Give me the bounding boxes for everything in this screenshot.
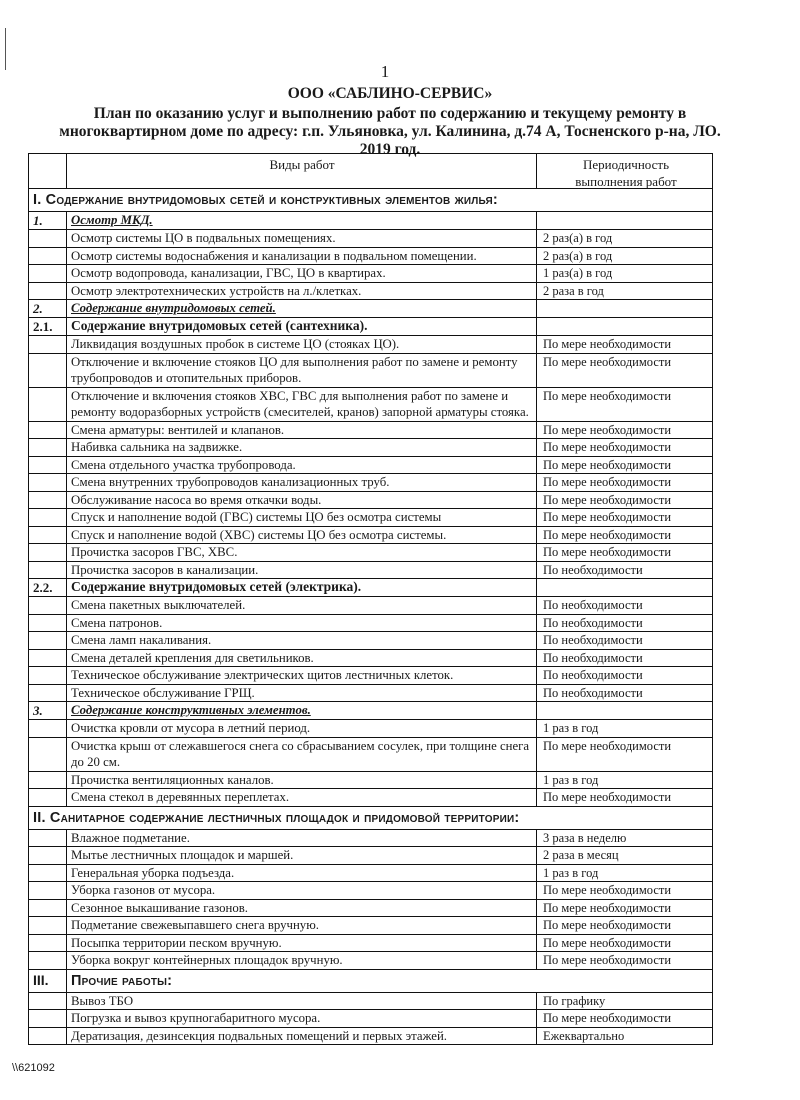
table-row [29,632,713,650]
num-cell [29,527,67,544]
table-row [29,457,713,475]
num-cell [29,439,67,456]
table-row [29,865,713,883]
work-cell: Смена стекол в деревянных переплетах. [67,789,537,806]
num-cell [29,388,67,421]
doc-title-line1: План по оказанию услуг и выполнению работ по содержанию и текущему ремонту в [93,105,687,122]
num-cell [29,772,67,789]
table-row [29,283,713,301]
period-cell: По мере необходимости [537,882,713,899]
num-cell [29,847,67,864]
period-cell: По мере необходимости [537,1010,713,1027]
period-cell: По мере необходимости [537,354,713,387]
section-3-num: III. [29,970,67,992]
group-num: 3. [29,702,67,719]
table-row [29,738,713,772]
num-cell [29,720,67,737]
num-cell [29,562,67,579]
period-cell: Ежеквартально [537,1028,713,1045]
num-cell [29,597,67,614]
doc-title-line3: 2019 год. [359,141,421,158]
table-row [29,422,713,440]
period-cell: По мере необходимости [537,544,713,561]
section-1-row [29,189,713,212]
period-cell: По мере необходимости [537,527,713,544]
work-cell: Уборка вокруг контейнерных площадок вручную. [67,952,537,969]
work-cell: Осмотр водопровода, канализации, ГВС, ЦО в квартирах. [67,265,537,282]
header-period-cell [537,154,713,188]
period-cell: 3 раза в неделю [537,830,713,847]
doc-title-line2: многоквартирном доме по адресу: г.п. Ульяновка, ул. Калинина, д.74 А, Тосненского р-на, ЛО. [59,123,721,140]
group-1-rows [29,230,713,300]
num-cell [29,738,67,771]
table-row [29,789,713,807]
document-id: \\621092 [12,1062,55,1074]
work-cell: Посыпка территории песком вручную. [67,935,537,952]
subgroup-row [29,579,713,597]
services-table [28,153,713,1045]
work-cell: Набивка сальника на задвижке. [67,439,537,456]
section-3-title: Прочие работы: [67,970,713,992]
section-2-rows [29,830,713,970]
group-title: Осмотр МКД. [67,212,537,229]
period-cell: По мере необходимости [537,917,713,934]
group-row [29,300,713,318]
work-cell: Дератизация, дезинсекция подвальных помещений и первых этажей. [67,1028,537,1045]
section-2-title: II. Санитарное содержание лестничных площадок и придомовой территории: [29,807,713,829]
num-cell [29,457,67,474]
work-cell: Осмотр системы ЦО в подвальных помещениях. [67,230,537,247]
num-cell [29,230,67,247]
group-row [29,212,713,230]
num-cell [29,336,67,353]
group-2-2-rows [29,597,713,702]
work-cell: Техническое обслуживание ГРЩ. [67,685,537,702]
table-row [29,265,713,283]
period-cell: 2 раз(а) в год [537,230,713,247]
work-cell: Уборка газонов от мусора. [67,882,537,899]
subgroup-num: 2.2. [29,579,67,596]
work-cell: Мытье лестничных площадок и маршей. [67,847,537,864]
num-cell [29,1028,67,1045]
table-row [29,720,713,738]
table-row [29,248,713,266]
header-period-line1: Периодичность [582,157,669,172]
work-cell: Спуск и наполнение водой (ГВС) системы ЦО без осмотра системы [67,509,537,526]
table-row [29,562,713,580]
table-row [29,474,713,492]
period-cell: По мере необходимости [537,439,713,456]
work-cell: Подметание свежевыпавшего снега вручную. [67,917,537,934]
num-cell [29,248,67,265]
table-row [29,952,713,970]
num-cell [29,993,67,1010]
header-num-cell [29,154,67,188]
table-row [29,336,713,354]
group-title: Содержание внутридомовых сетей. [67,300,537,317]
work-cell: Смена отдельного участка трубопровода. [67,457,537,474]
period-cell: По графику [537,993,713,1010]
period-cell: По необходимости [537,615,713,632]
num-cell [29,667,67,684]
work-cell: Смена пакетных выключателей. [67,597,537,614]
period-cell: По необходимости [537,632,713,649]
num-cell [29,283,67,300]
table-row [29,388,713,422]
period-cell: По необходимости [537,562,713,579]
table-row [29,439,713,457]
num-cell [29,789,67,806]
table-row [29,230,713,248]
work-cell: Техническое обслуживание электрических щитов лестничных клеток. [67,667,537,684]
period-cell: По мере необходимости [537,388,713,421]
period-cell: 1 раз в год [537,772,713,789]
period-cell: По необходимости [537,597,713,614]
period-cell: 1 раз в год [537,720,713,737]
num-cell [29,935,67,952]
table-row [29,650,713,668]
section-3-rows [29,993,713,1046]
table-row [29,667,713,685]
period-cell: По мере необходимости [537,492,713,509]
subgroup-title: Содержание внутридомовых сетей (сантехника). [67,318,537,335]
period-cell: По мере необходимости [537,738,713,771]
num-cell [29,492,67,509]
group-num: 2. [29,300,67,317]
table-row [29,882,713,900]
num-cell [29,917,67,934]
num-cell [29,632,67,649]
work-cell: Очистка крыш от слежавшегося снега со сбрасыванием сосулек, при толщине снега до 20 см. [67,738,537,771]
num-cell [29,509,67,526]
header-works-cell: Виды работ [67,154,537,188]
subgroup-title: Содержание внутридомовых сетей (электрика). [67,579,537,596]
work-cell: Погрузка и вывоз крупногабаритного мусора. [67,1010,537,1027]
work-cell: Спуск и наполнение водой (ХВС) системы ЦО без осмотра системы. [67,527,537,544]
work-cell: Прочистка засоров ГВС, ХВС. [67,544,537,561]
work-cell: Очистка кровли от мусора в летний период. [67,720,537,737]
period-cell: По мере необходимости [537,336,713,353]
table-header-row [29,154,713,189]
group-3-rows [29,720,713,807]
work-cell: Прочистка засоров в канализации. [67,562,537,579]
period-cell: По мере необходимости [537,474,713,491]
num-cell [29,265,67,282]
group-num: 1. [29,212,67,229]
table-row [29,354,713,388]
table-row [29,772,713,790]
num-cell [29,474,67,491]
table-row [29,900,713,918]
group-row [29,702,713,720]
table-row [29,830,713,848]
num-cell [29,685,67,702]
num-cell [29,830,67,847]
period-cell: 1 раз(а) в год [537,265,713,282]
work-cell: Влажное подметание. [67,830,537,847]
table-row [29,935,713,953]
period-cell: По необходимости [537,667,713,684]
table-row [29,544,713,562]
num-cell [29,952,67,969]
period-cell: 2 раз(а) в год [537,248,713,265]
work-cell: Осмотр электротехнических устройств на л./клетках. [67,283,537,300]
work-cell: Прочистка вентиляционных каналов. [67,772,537,789]
period-cell: По мере необходимости [537,789,713,806]
work-cell: Смена деталей крепления для светильников. [67,650,537,667]
table-row [29,847,713,865]
period-cell: По мере необходимости [537,935,713,952]
table-row [29,492,713,510]
period-cell: По мере необходимости [537,422,713,439]
period-cell: По мере необходимости [537,900,713,917]
period-cell: 2 раза в год [537,283,713,300]
work-cell: Осмотр системы водоснабжения и канализации в подвальном помещении. [67,248,537,265]
work-cell: Смена арматуры: вентилей и клапанов. [67,422,537,439]
period-cell: 1 раз в год [537,865,713,882]
num-cell [29,422,67,439]
work-cell: Смена патронов. [67,615,537,632]
period-cell: По мере необходимости [537,457,713,474]
org-name: ООО «САБЛИНО-СЕРВИС» [287,85,493,102]
table-row [29,1010,713,1028]
table-row [29,993,713,1011]
num-cell [29,650,67,667]
num-cell [29,354,67,387]
num-cell [29,882,67,899]
page-number: 1 [380,62,390,81]
table-row [29,509,713,527]
num-cell [29,900,67,917]
table-row [29,597,713,615]
work-cell: Сезонное выкашивание газонов. [67,900,537,917]
num-cell [29,544,67,561]
work-cell: Смена внутренних трубопроводов канализационных труб. [67,474,537,491]
num-cell [29,1010,67,1027]
group-title: Содержание конструктивных элементов. [67,702,537,719]
work-cell: Смена ламп накаливания. [67,632,537,649]
work-cell: Обслуживание насоса во время откачки воды. [67,492,537,509]
period-cell: По необходимости [537,650,713,667]
work-cell: Отключение и включения стояков ХВС, ГВС для выполнения работ по замене и ремонту водоразборных устройств (смесителей, кранов) запорной арматуры стояка. [67,388,537,421]
work-cell: Ликвидация воздушных пробок в системе ЦО (стояках ЦО). [67,336,537,353]
table-row [29,685,713,703]
section-1-title: I. Содержание внутридомовых сетей и конструктивных элементов жилья: [29,189,713,211]
section-2-row [29,807,713,830]
table-row [29,527,713,545]
period-cell: 2 раза в месяц [537,847,713,864]
work-cell: Отключение и включение стояков ЦО для выполнения работ по замене и ремонту трубопроводов и отопительных приборов. [67,354,537,387]
period-cell: По необходимости [537,685,713,702]
subgroup-row [29,318,713,336]
table-row [29,1028,713,1046]
period-cell: По мере необходимости [537,509,713,526]
section-3-row [29,970,713,993]
group-2-1-rows [29,336,713,579]
table-row [29,917,713,935]
subgroup-num: 2.1. [29,318,67,335]
work-cell: Вывоз ТБО [67,993,537,1010]
table-row [29,615,713,633]
work-cell: Генеральная уборка подъезда. [67,865,537,882]
header-period-line2: выполнения работ [575,174,677,189]
num-cell [29,615,67,632]
period-cell: По мере необходимости [537,952,713,969]
num-cell [29,865,67,882]
